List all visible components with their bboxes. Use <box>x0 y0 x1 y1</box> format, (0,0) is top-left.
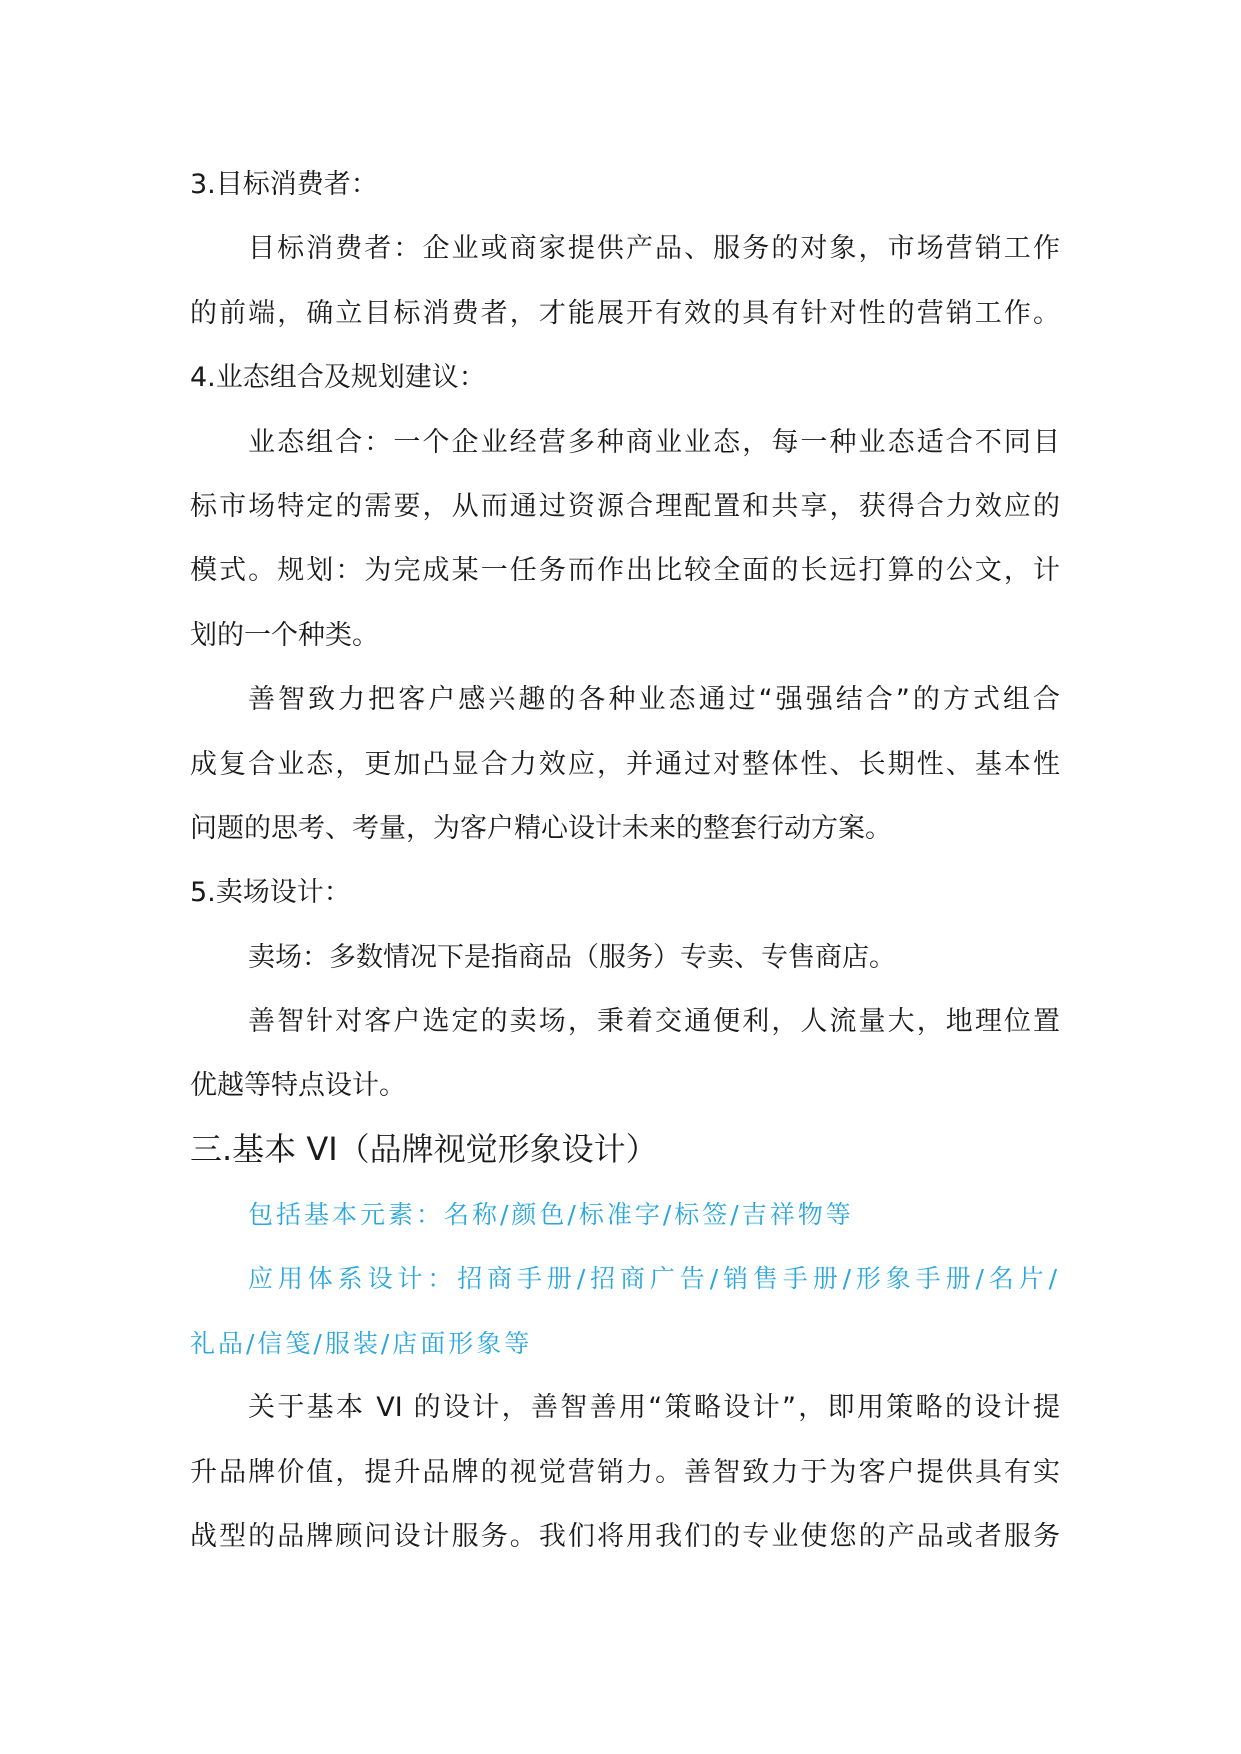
paragraph-line: 模式。规划：为完成某一任务而作出比较全面的长远打算的公文，计 <box>190 555 1060 586</box>
paragraph-line: 升品牌价值，提升品牌的视觉营销力。善智致力于为客户提供具有实 <box>190 1457 1060 1488</box>
paragraph-line: 善智致力把客户感兴趣的各种业态通过“强强结合”的方式组合 <box>248 684 1060 715</box>
highlight-line: 包括基本元素：名称/颜色/标准字/标签/吉祥物等 <box>248 1200 854 1229</box>
heading-store-design: 5.卖场设计： <box>190 877 351 908</box>
paragraph-line: 优越等特点设计。 <box>190 1070 406 1101</box>
paragraph-line: 关于基本 VI 的设计，善智善用“策略设计”，即用策略的设计提 <box>248 1392 1060 1423</box>
paragraph-line: 善智针对客户选定的卖场，秉着交通便利，人流量大，地理位置 <box>248 1006 1060 1037</box>
paragraph-line: 卖场：多数情况下是指商品（服务）专卖、专售商店。 <box>248 942 896 973</box>
paragraph-line: 业态组合：一个企业经营多种商业业态，每一种业态适合不同目 <box>248 427 1060 458</box>
highlight-line: 礼品/信笺/服装/店面形象等 <box>190 1329 533 1358</box>
highlight-line: 应用体系设计：招商手册/招商广告/销售手册/形象手册/名片/ <box>248 1264 1060 1293</box>
heading-target-consumers: 3.目标消费者： <box>190 169 378 200</box>
paragraph-line: 标市场特定的需要，从而通过资源合理配置和共享，获得合力效应的 <box>190 491 1060 522</box>
paragraph-line: 战型的品牌顾问设计服务。我们将用我们的专业使您的产品或者服务 <box>190 1521 1060 1552</box>
paragraph-line: 问题的思考、考量，为客户精心设计未来的整套行动方案。 <box>190 813 892 844</box>
paragraph-line: 的前端，确立目标消费者，才能展开有效的具有针对性的营销工作。 <box>190 298 1060 329</box>
section-heading-vi: 三.基本 VI（品牌视觉形象设计） <box>190 1130 658 1168</box>
paragraph-line: 目标消费者：企业或商家提供产品、服务的对象，市场营销工作 <box>248 233 1060 264</box>
paragraph-line: 划的一个种类。 <box>190 620 379 651</box>
paragraph-line: 成复合业态，更加凸显合力效应，并通过对整体性、长期性、基本性 <box>190 749 1060 780</box>
heading-business-format: 4.业态组合及规划建议： <box>190 362 486 393</box>
